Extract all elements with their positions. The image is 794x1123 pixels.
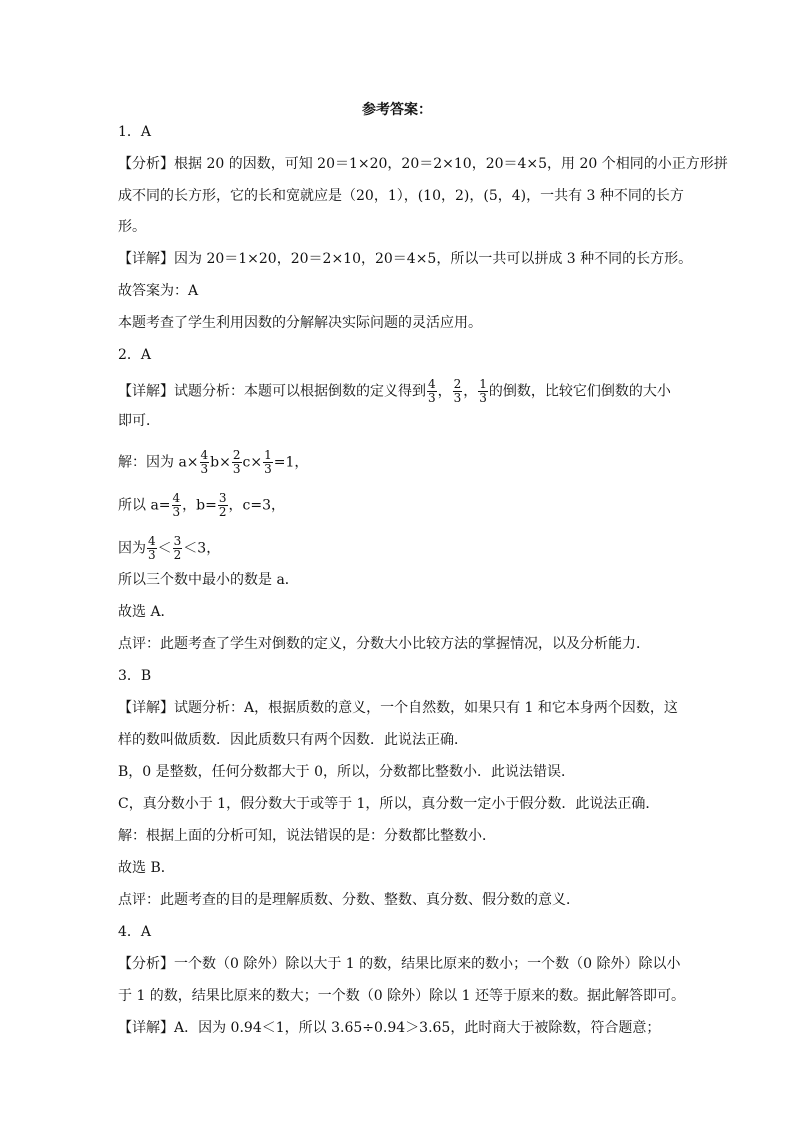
q3-detail-line-1: 【详解】试题分析：A，根据质数的意义，一个自然数，如果只有 1 和它本身两个因数，这 <box>118 700 678 716</box>
q2-so-line: 所以 a= $\frac{4}{3}$ ，b= $\frac{3}{2}$ ，c=3， <box>118 491 285 519</box>
q4-number: 4．A <box>118 924 152 940</box>
page-title: 参考答案： <box>362 102 432 118</box>
q2-least-line: 所以三个数中最小的数是 a． <box>118 572 299 588</box>
q1-comment: 本题考查了学生利用因数的分解解决实际问题的灵活应用。 <box>118 315 482 331</box>
q2-detail-text-b: 的倒数，比较它们倒数的大小 <box>488 383 671 400</box>
fraction-four-thirds: $\frac{4}{3}$ <box>428 377 436 405</box>
q1-analysis-line-1: 【分析】根据 20 的因数，可知 20＝1×20，20＝2×10，20＝4×5，用 20 个相同的小正方形拼 <box>118 156 728 172</box>
fraction-four-thirds: $\frac{4}{3}$ <box>148 534 156 562</box>
q1-number: 1．A <box>118 124 152 140</box>
q1-detail: 【详解】因为 20＝1×20，20＝2×10，20＝4×5，所以一共可以拼成 3 种不同的长方形。 <box>118 251 693 267</box>
q2-detail-line-1: 【详解】试题分析：本题可以根据倒数的定义得到 $\frac{4}{3}$ ， $\frac{2}{3}$ ， $\frac{1}{3}$ 的倒数，比较它们倒数的大小 <box>118 377 671 405</box>
q4-analysis-line-1: 【分析】一个数（0 除外）除以大于 1 的数，结果比原来的数小；一个数（0 除外）除以小 <box>118 956 681 972</box>
fraction-four-thirds: $\frac{4}{3}$ <box>172 491 181 519</box>
fraction-two-thirds: $\frac{2}{3}$ <box>232 448 241 476</box>
fraction-three-halves: $\frac{3}{2}$ <box>218 491 227 519</box>
q3-solution: 解：根据上面的分析可知，说法错误的是：分数都比整数小． <box>118 828 496 844</box>
q1-answer: 故答案为：A <box>118 283 199 299</box>
fraction-one-third: $\frac{1}{3}$ <box>264 448 272 476</box>
q1-analysis-line-2: 成不同的长方形，它的长和宽就应是（20，1），(10，2)，(5，4)，一共有 3 种不同的长方 <box>118 188 684 204</box>
q2-compare-line: 因为 $\frac{4}{3}$ ＜ $\frac{3}{2}$ ＜3， <box>118 534 221 562</box>
fraction-three-halves: $\frac{3}{2}$ <box>173 534 182 562</box>
q2-detail-text-a: 【详解】试题分析：本题可以根据倒数的定义得到 <box>118 383 426 400</box>
q4-analysis-line-2: 于 1 的数，结果比原来的数大；一个数（0 除外）除以 1 还等于原来的数。据此解答即可。 <box>118 988 685 1004</box>
q3-option-b: B，0 是整数，任何分数都大于 0，所以，分数都比整数小．此说法错误． <box>118 764 576 780</box>
fraction-two-thirds: $\frac{2}{3}$ <box>453 377 462 405</box>
q3-choose: 故选 B． <box>118 860 175 876</box>
q3-number: 3．B <box>118 668 152 684</box>
q3-comment: 点评：此题考查的目的是理解质数、分数、整数、真分数、假分数的意义． <box>118 892 580 908</box>
q3-detail-line-2: 样的数叫做质数．因此质数只有两个因数．此说法正确． <box>118 732 468 748</box>
fraction-one-third: $\frac{1}{3}$ <box>479 377 487 405</box>
q4-detail: 【详解】A．因为 0.94＜1，所以 3.65÷0.94＞3.65，此时商大于被除数，符合题意； <box>118 1020 661 1036</box>
q2-comment: 点评：此题考查了学生对倒数的定义，分数大小比较方法的掌握情况，以及分析能力． <box>118 636 650 652</box>
q2-detail-line-2: 即可． <box>118 413 160 429</box>
q2-choose: 故选 A． <box>118 604 175 620</box>
q2-solution-line: 解：因为 a× $\frac{4}{3}$ b× $\frac{2}{3}$ c× $\frac{1}{3}$ =1， <box>118 448 309 476</box>
q1-analysis-line-3: 形。 <box>118 219 146 235</box>
q2-number: 2．A <box>118 347 152 363</box>
fraction-four-thirds: $\frac{4}{3}$ <box>200 448 209 476</box>
q3-option-c: C，真分数小于 1，假分数大于或等于 1，所以，真分数一定小于假分数．此说法正确． <box>118 796 660 812</box>
